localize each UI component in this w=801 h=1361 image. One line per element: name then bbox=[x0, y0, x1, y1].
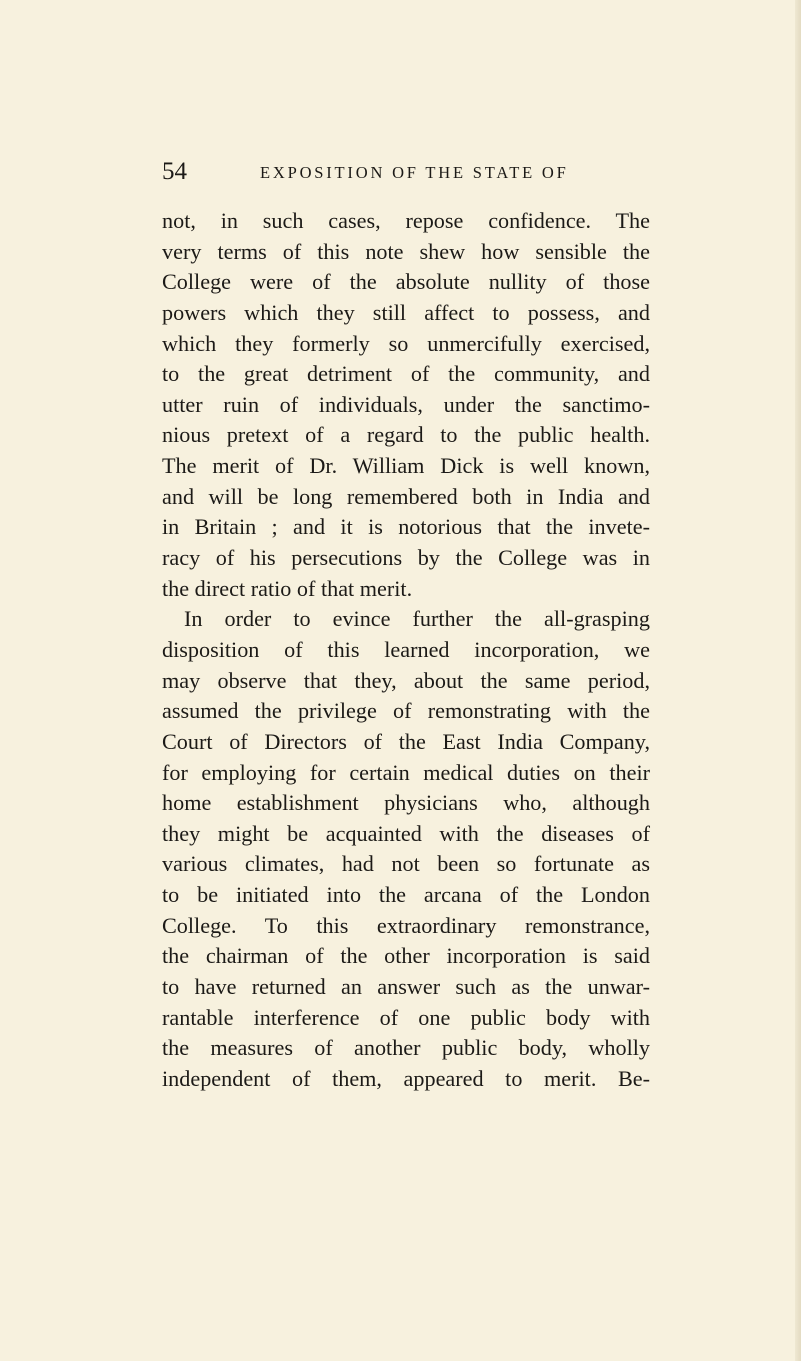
text-line: disposition of this learned incorporation, we bbox=[162, 636, 650, 662]
text-line: in Britain ; and it is notorious that the invete- bbox=[162, 514, 650, 540]
text-line: very terms of this note shew how sensible the bbox=[162, 238, 650, 264]
text-line: the chairman of the other incorporation is said bbox=[162, 943, 650, 969]
text-line: assumed the privilege of remonstrating with the bbox=[162, 698, 650, 724]
text-line: to the great detriment of the community, and bbox=[162, 361, 650, 387]
text-line: College were of the absolute nullity of those bbox=[162, 269, 650, 295]
text-line: College. To this extraordinary remonstrance, bbox=[162, 912, 650, 938]
text-line: and will be long remembered both in India and bbox=[162, 483, 650, 509]
text-line: to be initiated into the arcana of the London bbox=[162, 882, 650, 908]
text-line: various climates, had not been so fortunate as bbox=[162, 851, 650, 877]
text-line: utter ruin of individuals, under the sanctimo- bbox=[162, 391, 650, 417]
paragraph-start-line: In order to evince further the all-grasping bbox=[184, 606, 650, 632]
page-number: 54 bbox=[162, 158, 187, 185]
text-line: independent of them, appeared to merit. Be- bbox=[162, 1065, 650, 1091]
text-line: Court of Directors of the East India Company, bbox=[162, 728, 650, 754]
text-line: The merit of Dr. William Dick is well known, bbox=[162, 453, 650, 479]
text-line: which they formerly so unmercifully exercised, bbox=[162, 330, 650, 356]
text-line: may observe that they, about the same period, bbox=[162, 667, 650, 693]
text-line: nious pretext of a regard to the public health. bbox=[162, 422, 650, 448]
page-edge bbox=[795, 0, 801, 1361]
page-header bbox=[162, 150, 622, 190]
text-line: powers which they still affect to possess, and bbox=[162, 299, 650, 325]
body-text bbox=[162, 206, 650, 1095]
text-line: for employing for certain medical duties on their bbox=[162, 759, 650, 785]
paragraph-end-line: the direct ratio of that merit. bbox=[162, 575, 413, 601]
text-line: rantable interference of one public body with bbox=[162, 1004, 650, 1030]
text-line: the measures of another public body, wholly bbox=[162, 1035, 650, 1061]
text-line: home establishment physicians who, although bbox=[162, 790, 650, 816]
text-line: they might be acquainted with the diseases of bbox=[162, 820, 650, 846]
text-line: racy of his persecutions by the College was in bbox=[162, 545, 650, 571]
running-head: EXPOSITION OF THE STATE OF bbox=[260, 163, 569, 182]
text-line: not, in such cases, repose confidence. The bbox=[162, 208, 650, 233]
text-line: to have returned an answer such as the unwar- bbox=[162, 974, 650, 1000]
